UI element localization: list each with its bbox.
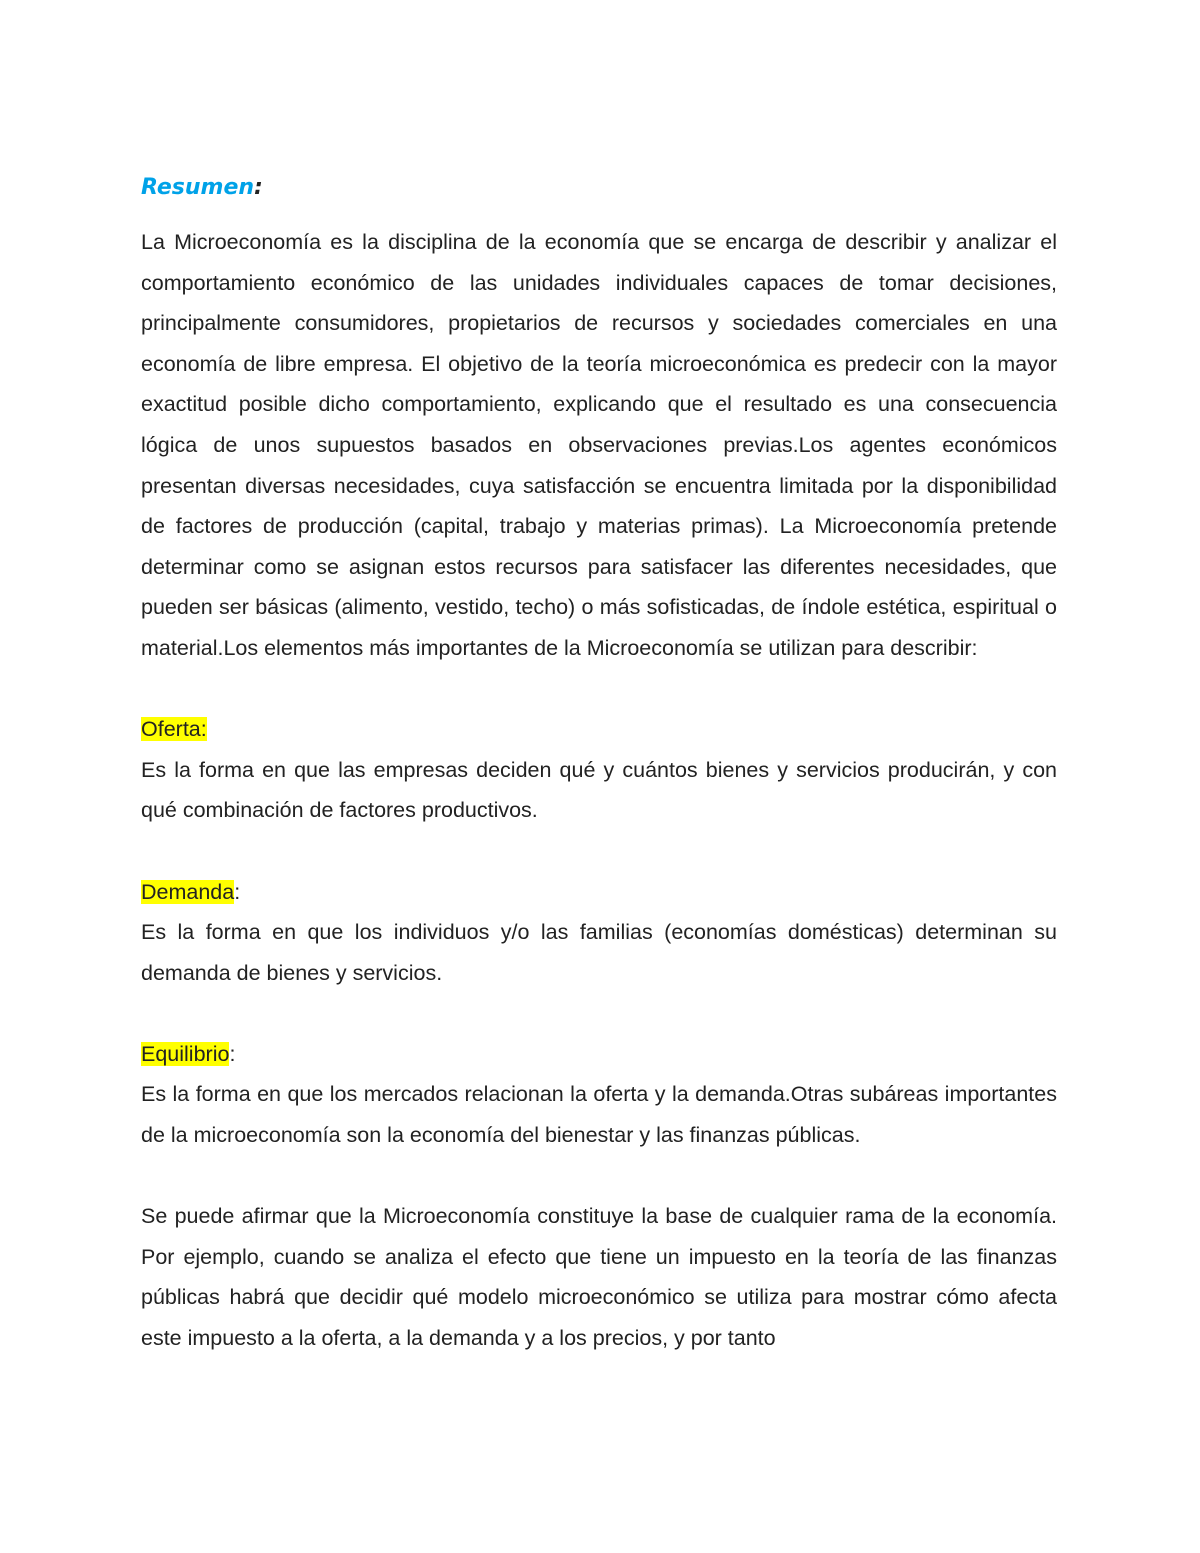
section-text-oferta: Es la forma en que las empresas deciden qué y cuántos bienes y servicios producirán, y con qué combinación de factores productivos. (141, 757, 1057, 823)
summary-heading (141, 168, 1057, 208)
spacer (141, 1156, 1057, 1197)
closing-paragraph: Se puede afirmar que la Microeconomía constituye la base de cualquier rama de la economía. Por ejemplo, cuando se analiza el efecto que tiene un impuesto en la teoría de las finanzas públicas habrá que decidir qué modelo microeconómico se utiliza para mostrar cómo afecta este impuesto a la oferta, a la demanda y a los precios, y por tanto (141, 1204, 1057, 1351)
section-text-equilibrio: Es la forma en que los mercados relacionan la oferta y la demanda.Otras subáreas importantes de la microeconomía son la economía del bienestar y las finanzas públicas. (141, 1082, 1057, 1148)
section-text-demanda: Es la forma en que los individuos y/o las familias (economías domésticas) determinan su demanda de bienes y servicios. (141, 920, 1057, 985)
section-label-demanda-suffix: : (234, 879, 241, 904)
section-label-demanda-text: Demanda (141, 879, 235, 904)
spacer (141, 831, 1057, 872)
summary-heading-title: Resumen (141, 175, 255, 200)
summary-heading-colon: : (254, 175, 263, 200)
section-label-oferta-text: Oferta: (141, 717, 207, 742)
section-label-equilibrio (141, 1034, 1057, 1075)
section-label-equilibrio-suffix: : (229, 1041, 236, 1066)
section-label-oferta (141, 709, 1057, 750)
spacer (141, 669, 1057, 710)
intro-paragraph: La Microeconomía es la disciplina de la economía que se encarga de describir y analizar el comportamiento económico de las unidades individuales capaces de tomar decisiones, principalmente consumidores, propietarios de recursos y sociedades comerciales en una economía de libre empresa. El objetivo de la teoría microeconómica es predecir con la mayor exactitud posible dicho comportamiento, explicando que el resultado es una consecuencia lógica de unos supuestos basados en observaciones previas.Los agentes económicos presentan diversas necesidades, cuya satisfacción se encuentra limitada por la disponibilidad de factores de producción (capital, trabajo y materias primas). La Microeconomía pretende determinar como se asignan estos recursos para satisfacer las diferentes necesidades, que pueden ser básicas (alimento, vestido, techo) o más sofisticadas, de índole estética, espiritual o material.Los elementos más importantes de la Microeconomía se utilizan para describir: (141, 230, 1057, 660)
section-label-demanda (141, 872, 1057, 913)
spacer (141, 993, 1057, 1034)
document-body (141, 168, 1057, 1359)
section-label-equilibrio-text: Equilibrio (141, 1041, 230, 1066)
